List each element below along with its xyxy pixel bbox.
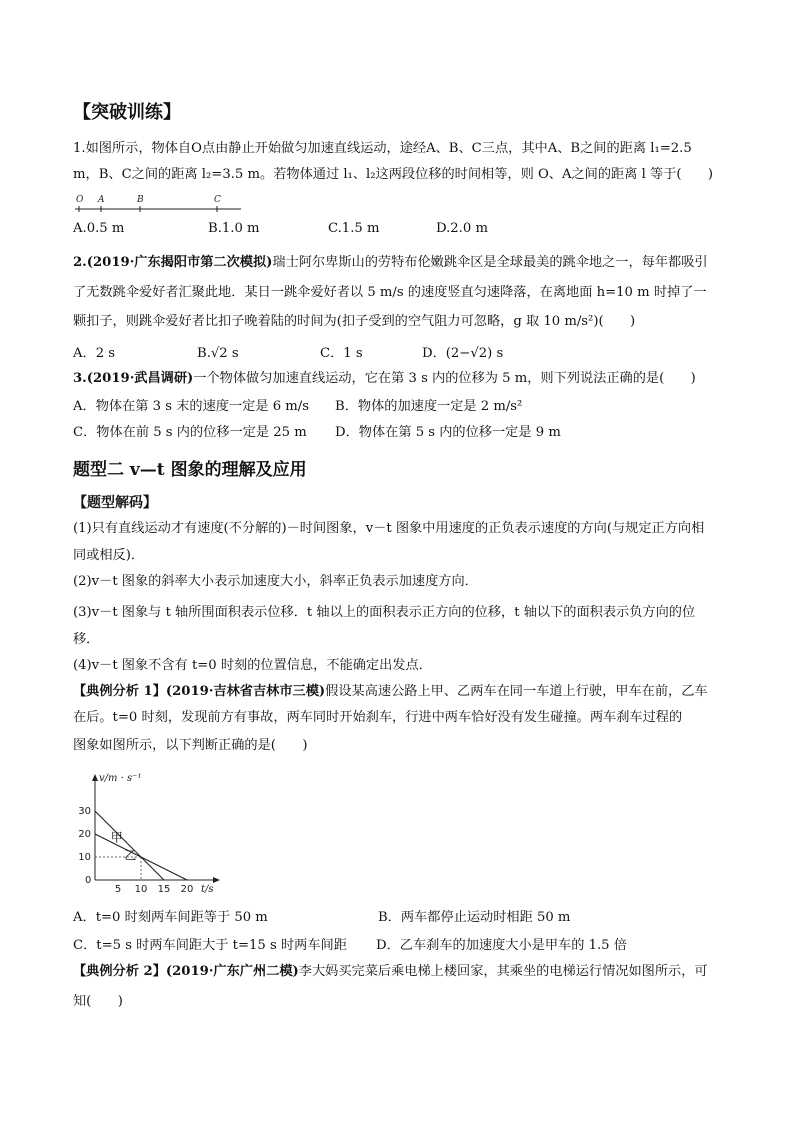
q3-option-d: D．物体在第 5 s 内的位移一定是 9 m xyxy=(335,425,561,440)
x-axis-label: t/s xyxy=(201,884,214,895)
q2-line-3: 颗扣子，则跳伞爱好者比扣子晚着陆的时间为(扣子受到的空气阻力可忽略，g 取 10 m/s²)( ) xyxy=(73,314,636,329)
example1-line-1 xyxy=(73,683,723,701)
q2-line-2: 了无数跳伞爱好者汇聚此地．某日一跳伞爱好者以 5 m/s 的速度竖直匀速降落，在离地面 h=10 m 时掉了一 xyxy=(73,285,707,300)
q2-option-b: B.√2 s xyxy=(197,346,239,361)
type2-point-1-line-2: 同或相反)． xyxy=(73,548,145,563)
q2-option-a: A．2 s xyxy=(73,346,116,361)
q1-option-b: B.1.0 m xyxy=(208,221,260,236)
y-tick-label: 30 xyxy=(78,806,91,817)
q3-options-row-1 xyxy=(73,398,723,416)
example2-label: 【典例分析 2】(2019·广东广州二模) xyxy=(73,964,299,979)
type2-point-4: (4)v－t 图象不含有 t=0 时刻的位置信息，不能确定出发点． xyxy=(73,658,432,673)
type2-point-1-line-1: (1)只有直线运动才有速度(不分解的)－时间图象，v－t 图象中用速度的正负表示速度的方向(与规定正方向相 xyxy=(73,521,705,536)
q2-source: 2.(2019·广东揭阳市第二次模拟) xyxy=(73,255,273,270)
q2-option-c: C．1 s xyxy=(320,346,363,361)
x-axis-arrow xyxy=(213,877,220,883)
q3-source: 3.(2019·武昌调研) xyxy=(73,371,194,386)
section-title: 【突破训练】 xyxy=(73,102,181,123)
q1-line-2: m，B、C之间的距离 l₂=3.5 m。若物体通过 l₁、l₂这两段位移的时间相等，则 O、A之间的距离 l 等于( ) xyxy=(73,167,714,182)
example2-line-1-text: 李大妈买完菜后乘电梯上楼回家，其乘坐的电梯运行情况如图所示，可 xyxy=(298,964,708,979)
origin-label: 0 xyxy=(85,875,92,886)
q1-option-a: A.0.5 m xyxy=(73,221,125,236)
q2-option-d: D．(2−√2) s xyxy=(422,346,504,361)
series-label-1: 乙 xyxy=(124,848,137,863)
example1-option-a: A．t=0 时刻两车间距等于 50 m xyxy=(73,910,268,925)
q1-option-c: C.1.5 m xyxy=(328,221,380,236)
x-tick-label: 5 xyxy=(114,884,122,895)
example1-option-d: D．乙车刹车的加速度大小是甲车的 1.5 倍 xyxy=(376,938,627,953)
q2-options xyxy=(73,345,723,363)
y-tick-label: 10 xyxy=(78,852,91,863)
q3-option-b: B．物体的加速度一定是 2 m/s² xyxy=(335,399,523,414)
series-label-2: 甲 xyxy=(110,830,123,845)
q1-point-label-a: A xyxy=(98,195,105,205)
q1-point-label-o: O xyxy=(76,195,84,205)
q3-line-1 xyxy=(73,370,723,388)
example1-options-row-1 xyxy=(73,909,723,927)
q1-options xyxy=(73,220,723,238)
series-line-1 xyxy=(95,811,164,880)
q3-option-a: A．物体在第 3 s 末的速度一定是 6 m/s xyxy=(73,399,309,414)
type2-heading: 题型二 v—t 图象的理解及应用 xyxy=(73,460,307,480)
q1-option-d: D.2.0 m xyxy=(436,221,488,236)
q1-line-1: 1.如图所示，物体自O点由静止开始做匀加速直线运动，途经A、B、C三点，其中A、B之间的距离 l₁=2.5 xyxy=(73,141,692,156)
example1-options-row-2 xyxy=(73,937,723,955)
example1-line-3: 图象如图所示，以下判断正确的是( ) xyxy=(73,738,308,753)
type2-point-3-line-2: 移． xyxy=(73,632,100,647)
q3-line-1-text: 一个物体做匀加速直线运动，它在第 3 s 内的位移为 5 m，则下列说法正确的是( ) xyxy=(193,371,696,386)
x-tick-label: 20 xyxy=(180,884,194,895)
example1-option-b: B．两车都停止运动时相距 50 m xyxy=(378,910,571,925)
example1-line-1-text: 假设某高速公路上甲、乙两车在同一车道上行驶，甲车在前，乙车 xyxy=(325,684,708,699)
example2-line-1 xyxy=(73,963,723,981)
type2-point-2: (2)v－t 图象的斜率大小表示加速度大小，斜率正负表示加速度方向． xyxy=(73,574,478,589)
example1-line-2: 在后。t=0 时刻，发现前方有事故，两车同时开始刹车，行进中两车恰好没有发生碰撞。两车刹车过程的 xyxy=(73,710,683,725)
y-tick-label: 20 xyxy=(78,829,91,840)
q3-options-row-2 xyxy=(73,424,723,442)
x-tick-label: 15 xyxy=(157,884,171,895)
vt-chart xyxy=(73,770,228,895)
type2-point-3-line-1: (3)v－t 图象与 t 轴所围面积表示位移．t 轴以上的面积表示正方向的位移，t 轴以下的面积表示负方向的位 xyxy=(73,605,696,620)
q3-option-c: C．物体在前 5 s 内的位移一定是 25 m xyxy=(73,425,307,440)
q2-line-1-text: 瑞士阿尔卑斯山的劳特布伦嫩跳伞区是全球最美的跳伞地之一，每年都吸引 xyxy=(272,255,708,270)
q1-point-label-b: B xyxy=(137,195,144,205)
example2-line-2: 知( ) xyxy=(73,994,123,1009)
x-tick-label: 10 xyxy=(134,884,148,895)
type2-subheading: 【题型解码】 xyxy=(73,495,157,511)
q1-point-label-c: C xyxy=(214,195,221,205)
q1-number-line-figure xyxy=(73,190,243,216)
q2-line-1 xyxy=(73,254,723,272)
y-axis-arrow xyxy=(92,774,98,781)
y-axis-label: v/m · s⁻¹ xyxy=(99,773,142,784)
example1-option-c: C．t=5 s 时两车间距大于 t=15 s 时两车间距 xyxy=(73,938,347,953)
example1-label: 【典例分析 1】(2019·吉林省吉林市三模) xyxy=(73,684,326,699)
